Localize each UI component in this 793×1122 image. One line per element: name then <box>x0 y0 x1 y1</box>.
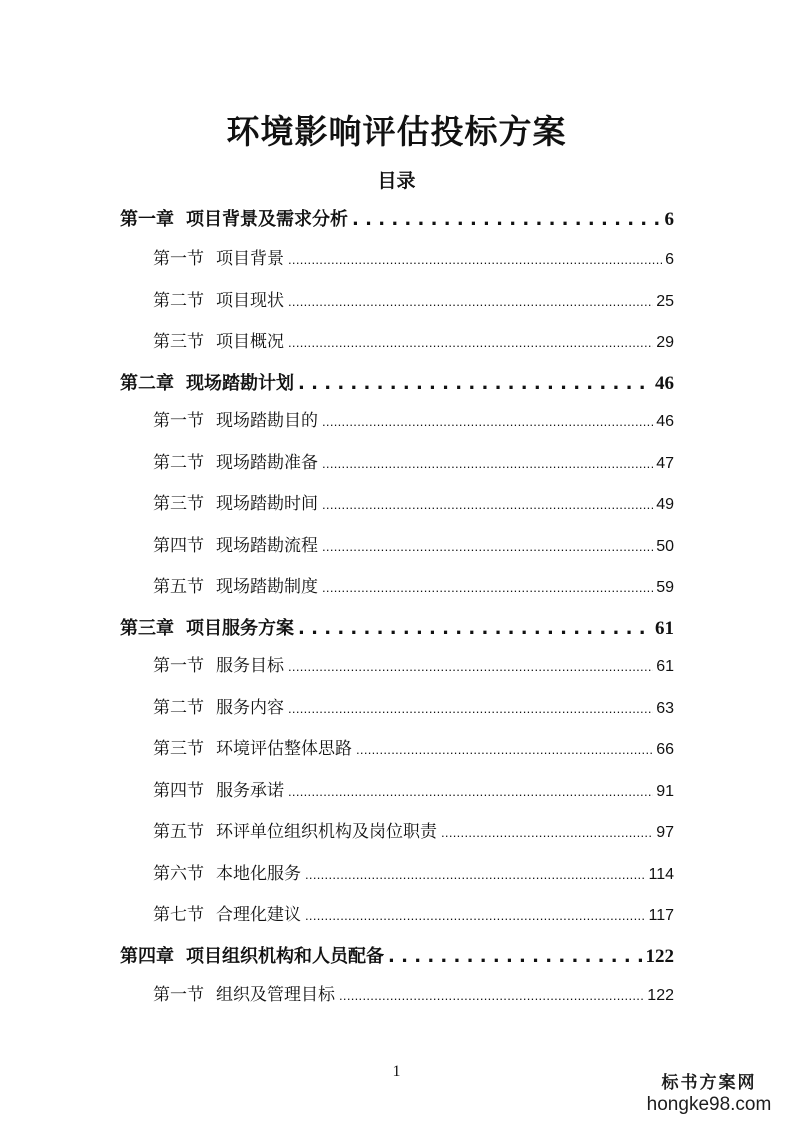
toc-entry-title: 服务承诺 <box>216 781 284 801</box>
toc-entry-page: 122 <box>645 946 674 967</box>
toc-section-entry[interactable] <box>153 693 674 723</box>
toc-entry-number: 第一节 <box>153 985 204 1005</box>
toc-entry-page: 61 <box>655 618 674 639</box>
toc-entry-number: 第四节 <box>153 781 204 801</box>
toc-entry-page: 25 <box>656 293 674 310</box>
page-number: 1 <box>392 1063 401 1080</box>
toc-entry-number: 第三章 <box>120 618 174 639</box>
toc-dot-leader <box>322 536 653 556</box>
toc-dot-leader <box>356 739 653 759</box>
toc-entry-title: 项目背景及需求分析 <box>186 209 348 230</box>
toc-section-entry[interactable] <box>153 651 674 681</box>
toc-entry-number: 第二章 <box>120 373 174 394</box>
toc-entry-title: 现场踏勘制度 <box>216 577 318 597</box>
toc-entry-title: 本地化服务 <box>216 864 301 884</box>
toc-dot-leader <box>305 905 645 925</box>
toc-entry-title: 环境评估整体思路 <box>216 739 352 759</box>
toc-entry-number: 第四节 <box>153 536 204 556</box>
toc-entry-title: 现场踏勘流程 <box>216 536 318 556</box>
toc-entry-title: 环评单位组织机构及岗位职责 <box>216 822 437 842</box>
toc-dot-leader <box>288 698 653 718</box>
toc-entry-page: 61 <box>656 658 674 675</box>
toc-entry-number: 第五节 <box>153 822 204 842</box>
toc-entry-title: 服务内容 <box>216 698 284 718</box>
toc-entry-number: 第一节 <box>153 656 204 676</box>
toc-dot-leader <box>305 864 645 884</box>
toc-dot-leader <box>322 411 653 431</box>
toc-dot-leader <box>441 822 653 842</box>
toc-entry-number: 第二节 <box>153 291 204 311</box>
toc-section-entry[interactable] <box>153 817 674 847</box>
toc-entry-number: 第四章 <box>120 946 174 967</box>
toc-entry-title: 合理化建议 <box>216 905 301 925</box>
toc-entry-page: 59 <box>656 579 674 596</box>
toc-entry-page: 47 <box>656 455 674 472</box>
toc-entry-page: 6 <box>665 251 674 268</box>
toc-entry-page: 46 <box>656 413 674 430</box>
toc-entry-title: 项目概况 <box>216 332 284 352</box>
toc-section-entry[interactable] <box>153 448 674 478</box>
toc-entry-title: 现场踏勘时间 <box>216 494 318 514</box>
toc-entry-title: 项目服务方案 <box>186 618 294 639</box>
toc-entry-page: 114 <box>648 866 674 883</box>
toc-entry-title: 服务目标 <box>216 656 284 676</box>
toc-entry-page: 50 <box>656 538 674 555</box>
toc-section-entry[interactable] <box>153 489 674 519</box>
toc-entry-title: 项目组织机构和人员配备 <box>186 946 384 967</box>
toc-dot-leader <box>322 494 653 514</box>
toc-entry-page: 6 <box>664 209 674 230</box>
watermark-url: hongke98.com <box>646 1094 772 1115</box>
toc-entry-page: 46 <box>655 373 674 394</box>
toc-entry-number: 第三节 <box>153 739 204 759</box>
toc-dot-leader <box>388 946 643 967</box>
toc-entry-number: 第一节 <box>153 411 204 431</box>
toc-entry-page: 49 <box>656 496 674 513</box>
toc-entry-page: 63 <box>656 700 674 717</box>
toc-section-entry[interactable] <box>153 980 674 1010</box>
toc-entry-number: 第六节 <box>153 864 204 884</box>
toc-chapter-entry[interactable] <box>120 614 674 644</box>
toc-chapter-entry[interactable] <box>120 205 674 235</box>
toc-entry-title: 项目背景 <box>216 249 284 269</box>
toc-entry-page: 29 <box>656 334 674 351</box>
toc-section-entry[interactable] <box>153 900 674 930</box>
toc-section-entry[interactable] <box>153 244 674 274</box>
toc-entry-title: 现场踏勘计划 <box>186 373 294 394</box>
toc-section-entry[interactable] <box>153 776 674 806</box>
toc-chapter-entry[interactable] <box>120 942 674 972</box>
toc-heading: 目录 <box>377 170 416 192</box>
toc-dot-leader <box>288 781 653 801</box>
toc-dot-leader <box>288 291 653 311</box>
toc-dot-leader <box>322 453 653 473</box>
toc-entry-page: 122 <box>647 987 674 1004</box>
toc-entry-number: 第五节 <box>153 577 204 597</box>
toc-entry-title: 组织及管理目标 <box>216 985 335 1005</box>
toc-entry-number: 第三节 <box>153 494 204 514</box>
toc-entry-title: 现场踏勘准备 <box>216 453 318 473</box>
toc-section-entry[interactable] <box>153 572 674 602</box>
toc-dot-leader <box>288 332 653 352</box>
toc-section-entry[interactable] <box>153 286 674 316</box>
toc-section-entry[interactable] <box>153 734 674 764</box>
toc-entry-page: 66 <box>656 741 674 758</box>
toc-section-entry[interactable] <box>153 859 674 889</box>
toc-dot-leader <box>288 249 662 269</box>
toc-dot-leader <box>288 656 653 676</box>
toc-entry-page: 91 <box>656 783 674 800</box>
watermark <box>639 1068 779 1116</box>
toc-dot-leader <box>322 577 653 597</box>
toc-entry-page: 117 <box>648 907 674 924</box>
toc-entry-number: 第一节 <box>153 249 204 269</box>
toc-dot-leader <box>298 373 652 394</box>
toc-section-entry[interactable] <box>153 327 674 357</box>
toc-chapter-entry[interactable] <box>120 369 674 399</box>
toc-entry-title: 项目现状 <box>216 291 284 311</box>
watermark-name: 标书方案网 <box>661 1073 757 1093</box>
toc-entry-title: 现场踏勘目的 <box>216 411 318 431</box>
toc-section-entry[interactable] <box>153 531 674 561</box>
toc-entry-number: 第二节 <box>153 453 204 473</box>
toc-entry-page: 97 <box>656 824 674 841</box>
toc-entry-number: 第二节 <box>153 698 204 718</box>
toc-entry-number: 第三节 <box>153 332 204 352</box>
toc-section-entry[interactable] <box>153 406 674 436</box>
toc-dot-leader <box>339 985 644 1005</box>
toc-entry-number: 第七节 <box>153 905 204 925</box>
toc-dot-leader <box>298 618 652 639</box>
toc-entry-number: 第一章 <box>120 209 174 230</box>
document-title: 环境影响评估投标方案 <box>226 112 567 151</box>
toc-dot-leader <box>352 209 662 230</box>
